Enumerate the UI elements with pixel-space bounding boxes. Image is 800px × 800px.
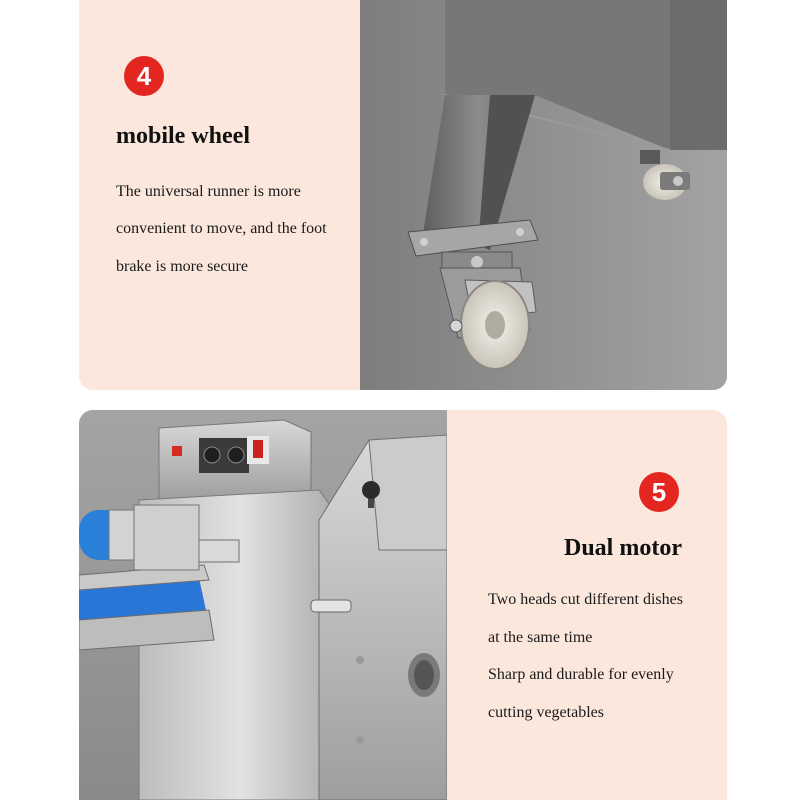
caster-wheel-photo [360,0,727,390]
feature-card-mobile-wheel [79,0,727,390]
feature-text-line: Two heads cut different dishes [488,591,683,608]
feature-text-line: at the same time [488,629,593,646]
feature-text-line: brake is more secure [116,258,248,275]
feature-text-line: cutting vegetables [488,704,604,721]
vegetable-cutter-machine-photo [79,410,447,800]
feature-title: mobile wheel [116,123,250,149]
step-badge: 5 [639,472,679,512]
feature-card-dual-motor [79,410,727,800]
feature-text-line: The universal runner is more [116,183,301,200]
feature-text-line: convenient to move, and the foot [116,220,327,237]
vegetable-cutter-illustration [79,410,447,800]
caster-wheel-illustration [360,0,727,390]
feature-title: Dual motor [564,535,682,561]
step-badge: 4 [124,56,164,96]
feature-text-line: Sharp and durable for evenly [488,666,674,683]
